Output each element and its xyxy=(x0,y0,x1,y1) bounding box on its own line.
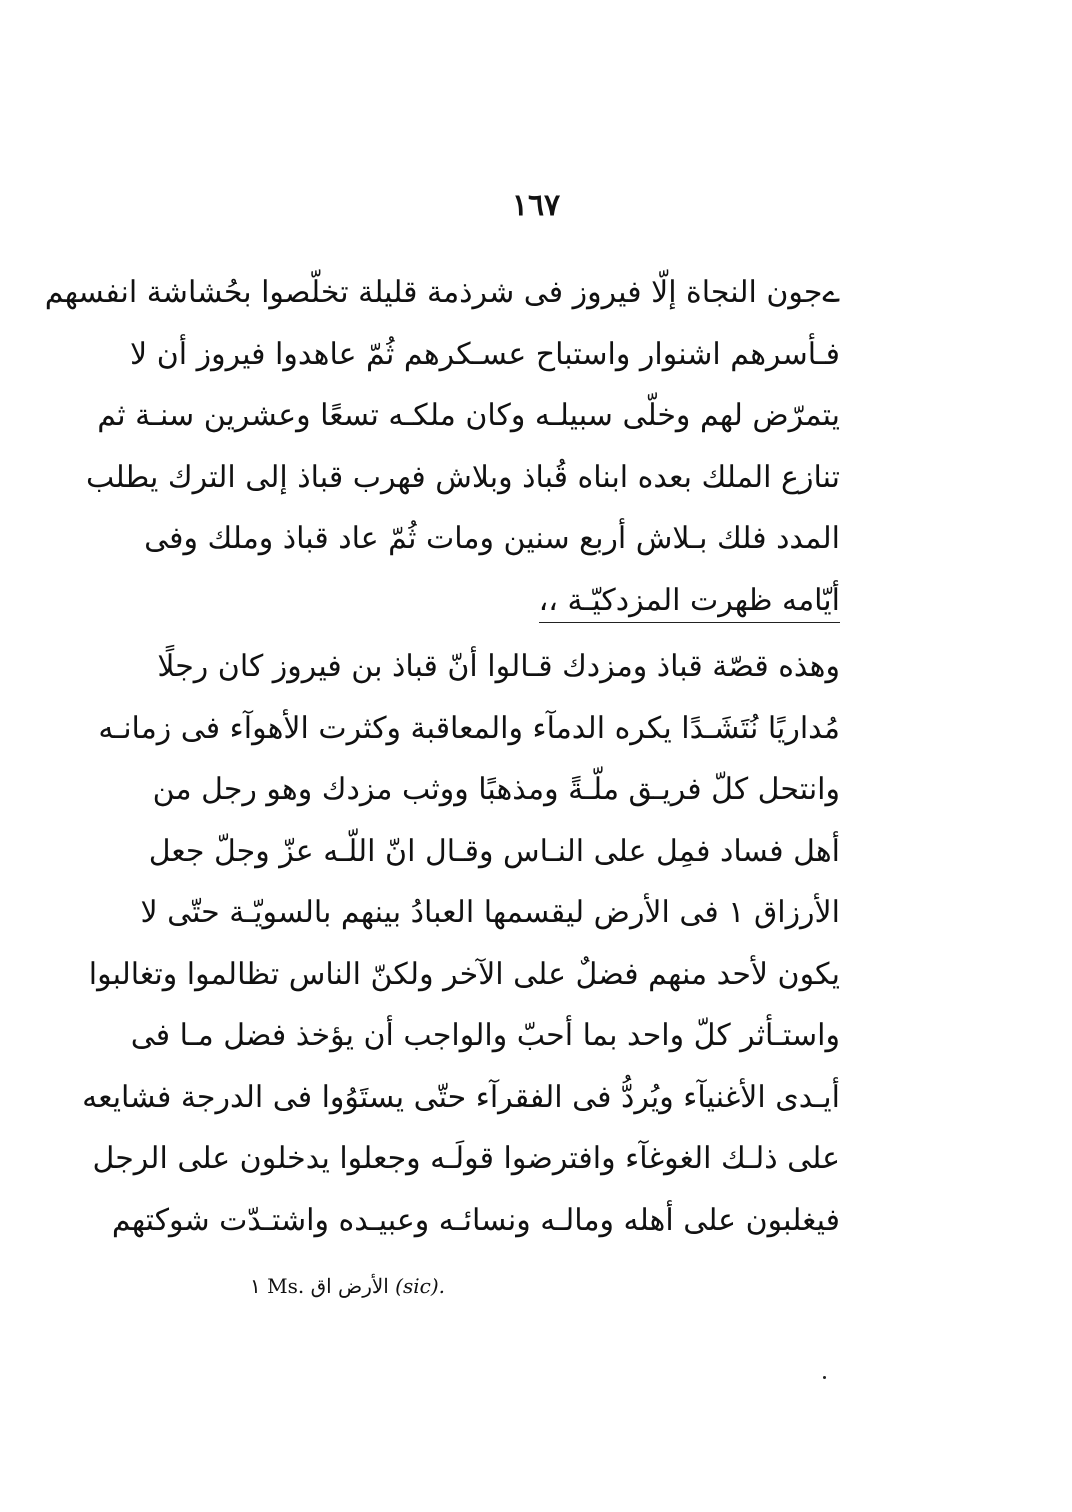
footnote-ms: Ms. xyxy=(267,1274,305,1298)
text-line: وهذه قصّة قباذ ومزدك قـالوا أنّ قباذ بن فيروز كان رجلًا xyxy=(157,649,840,684)
page-number: ١٦٧ xyxy=(511,188,561,223)
text-line: يتمرّض لهم وخلّى سبيلـه وكان ملكـه تسعًا وعشرين سنـة ثم xyxy=(97,398,840,433)
text-line: أيـدى الأغنيآء ويُردُّ فى الفقرآء حتّى يستَوُوا فى الدرجة فشايعه xyxy=(82,1079,840,1115)
text-line: وانتحل كلّ فريـق ملّـةً ومذهبًا ووثب مزدك وهو رجل من xyxy=(152,772,840,807)
footnote-sic: (sic). xyxy=(395,1274,445,1298)
text-line: يكون لأحد منهم فضلٌ على الآخر ولكنّ الناس تظالموا وتغالبوا xyxy=(88,956,840,992)
footnote-marker: ١ xyxy=(250,1274,261,1298)
paragraph-2 xyxy=(82,636,840,1251)
text-line: الأرزاق ١ فى الأرض ليقسمها العبادُ بينهم بالسويّـة حتّى لا xyxy=(140,895,840,930)
text-line: فـأسرهم اشنوار واستباح عسـكرهم ثُمّ عاهدوا فيروز أن لا xyxy=(130,336,840,372)
text-line: ےجون النجاة إلّا فيروز فى شرذمة قليلة تخلّصوا بحُشاشة انفسهم xyxy=(44,275,840,310)
footnote-arabic: الأرض اق xyxy=(310,1274,389,1298)
text-line: المدد فلك بـلاش أربع سنين ومات ثُمّ عاد قباذ وملك وفى xyxy=(144,521,840,556)
text-line: على ذلـك الغوغآء وافترضوا قولَـه وجعلوا يدخلون على الرجل xyxy=(92,1141,840,1176)
text-line-underlined xyxy=(240,570,840,632)
footnote xyxy=(250,1274,850,1298)
text-line: واستـأثر كلّ واحد بما أحبّ والواجب أن يؤخذ فضل مـا فى xyxy=(130,1018,840,1053)
text-line: فيغلبون على أهله ومالـه ونسائـه وعبيـده واشتـدّت شوكتهم xyxy=(111,1202,840,1238)
section-end-text: أيّامه ظهرت المزدكيّـة ،، xyxy=(539,583,840,623)
text-line: أهل فساد فمِل على النـاس وقـال انّ اللّـه عزّ وجلّ جعل xyxy=(148,833,840,869)
stray-dot xyxy=(823,1376,826,1379)
text-line: مُداريًا نُتَشَـدًا يكره الدمآء والمعاقبة وكثرت الأهوآء فى زمانـه xyxy=(98,710,840,746)
text-line: تنازع الملك بعده ابناه قُباذ وبلاش فهرب قباذ إلى الترك يطلب xyxy=(86,459,840,495)
paragraph-1 xyxy=(44,262,840,631)
